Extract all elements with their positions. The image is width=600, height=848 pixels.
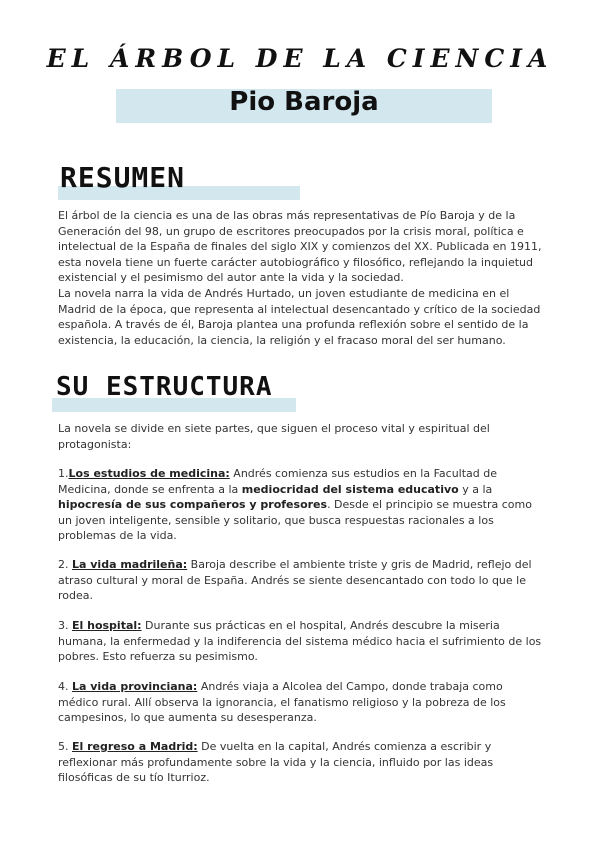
list-item — [58, 618, 546, 665]
item-text: Andrés comienza sus estudios en la Facultad de Medicina, donde se enfrenta a la — [58, 467, 498, 496]
list-item — [58, 557, 546, 604]
item-emphasis: mediocridad del sistema educativo — [241, 482, 459, 496]
item-title: La vida madrileña: — [72, 558, 188, 571]
item-text: . Desde el principio se muestra como un joven inteligente, sensible y solitario, que busca respuestas racionales a los problemas de la vida. — [58, 498, 532, 543]
list-item — [58, 739, 546, 786]
item-number: 5. — [58, 740, 72, 753]
item-text: Baroja describe el ambiente triste y gris de Madrid, reflejo del atraso cultural y moral de España. Andrés se siente desencantado con todo lo que le rodea. — [58, 558, 532, 603]
item-number: 2. — [58, 558, 72, 571]
item-number: 4. — [58, 680, 72, 693]
item-text: y a la — [458, 482, 493, 496]
author-name: Pio Baroja — [229, 87, 379, 117]
item-title: La vida provinciana: — [72, 680, 198, 693]
item-title: Los estudios de medicina: — [68, 467, 230, 480]
item-number: 3. — [58, 619, 72, 632]
item-text: De vuelta en la capital, Andrés comienza a escribir y reflexionar más profundamente sobre la vida y la ciencia, influido por las ideas filosóficas de su tío Iturrioz. — [58, 740, 494, 785]
estructura-heading: SU ESTRUCTURA — [56, 372, 273, 402]
item-emphasis: hipocresía de sus compañeros y profesores — [58, 498, 328, 512]
item-number: 1. — [58, 467, 69, 480]
item-title: El hospital: — [72, 619, 142, 632]
list-item — [58, 466, 546, 544]
item-title: El regreso a Madrid: — [72, 740, 198, 753]
estructura-intro: La novela se divide en siete partes, que siguen el proceso vital y espiritual del protagonista: — [58, 422, 490, 451]
resumen-heading: RESUMEN — [60, 161, 186, 194]
document-title: EL ÁRBOL DE LA CIENCIA — [46, 44, 554, 73]
resumen-paragraph-1: El árbol de la ciencia es una de las obras más representativas de Pío Baroja y de la Generación del 98, un grupo de escritores preocupados por la crisis moral, política e intelectual de la España de finales del siglo XIX y comienzos del XX. Publicada en 1911, esta novela tiene un fuerte carácter autobiográfico y filosófico, reflejando la inquietud existencial y el pesimismo del autor ante la vida y la sociedad. — [58, 209, 542, 285]
item-text: Durante sus prácticas en el hospital, Andrés descubre la miseria humana, la enfermedad y la indiferencia del sistema médico hacia el sufrimiento de los pobres. Esto refuerza su pesimismo. — [58, 619, 542, 664]
item-text: Andrés viaja a Alcolea del Campo, donde trabaja como médico rural. Allí observa la ignorancia, el fanatismo religioso y la pobreza de los campesinos, lo que aumenta su desesperanza. — [58, 680, 506, 725]
resumen-paragraph-2: La novela narra la vida de Andrés Hurtado, un joven estudiante de medicina en el Madrid de la época, que representa al intelectual desencantado y crítico de la sociedad española. A través de él, Baroja plantea una profunda reflexión sobre el sentido de la existencia, la educación, la ciencia, la religión y el fracaso moral del ser humano. — [58, 287, 541, 347]
list-item — [58, 679, 546, 726]
